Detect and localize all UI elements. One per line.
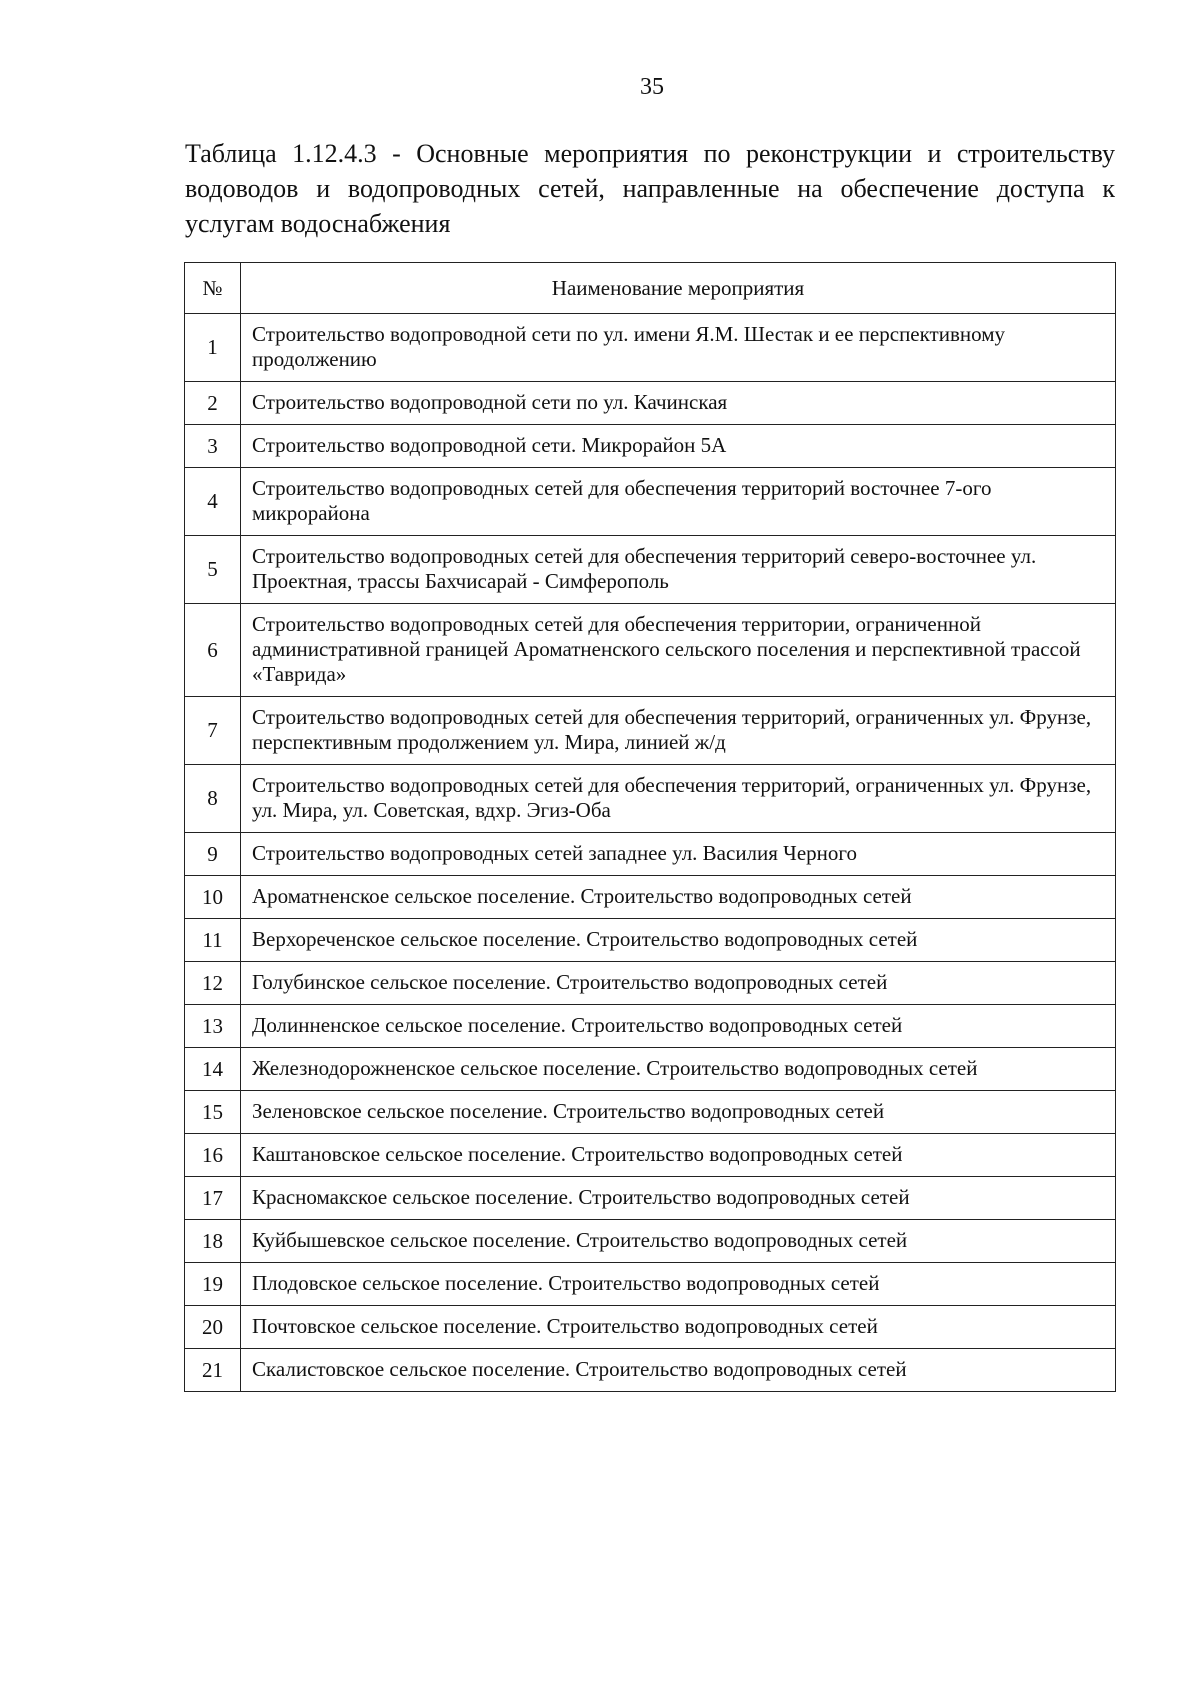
row-number: 5 — [185, 536, 241, 604]
row-number: 4 — [185, 468, 241, 536]
row-number: 18 — [185, 1220, 241, 1263]
row-number: 6 — [185, 604, 241, 697]
row-measure-name: Строительство водопроводных сетей для обеспечения территорий восточнее 7-ого микрорайона — [241, 468, 1116, 536]
row-measure-name: Почтовское сельское поселение. Строительство водопроводных сетей — [241, 1306, 1116, 1349]
table-row — [185, 604, 1116, 697]
table-row — [185, 1005, 1116, 1048]
row-number: 2 — [185, 382, 241, 425]
row-measure-name: Строительство водопроводных сетей для обеспечения территории, ограниченной административной границей Ароматненского сельского поселения и перспективной трассой «Таврида» — [241, 604, 1116, 697]
table-row — [185, 1048, 1116, 1091]
header-measure-name: Наименование мероприятия — [241, 263, 1116, 314]
row-number: 7 — [185, 697, 241, 765]
table-row — [185, 1177, 1116, 1220]
row-measure-name: Строительство водопроводных сетей для обеспечения территорий северо-восточнее ул. Проектная, трассы Бахчисарай - Симферополь — [241, 536, 1116, 604]
table-row — [185, 536, 1116, 604]
row-number: 12 — [185, 962, 241, 1005]
row-measure-name: Железнодорожненское сельское поселение. Строительство водопроводных сетей — [241, 1048, 1116, 1091]
page-number: 35 — [640, 74, 664, 100]
row-number: 17 — [185, 1177, 241, 1220]
row-measure-name: Строительство водопроводных сетей для обеспечения территорий, ограниченных ул. Фрунзе, перспективным продолжением ул. Мира, линией ж/д — [241, 697, 1116, 765]
row-measure-name: Строительство водопроводной сети по ул. имени Я.М. Шестак и ее перспективному продолжению — [241, 314, 1116, 382]
row-number: 21 — [185, 1349, 241, 1392]
row-number: 16 — [185, 1134, 241, 1177]
table-row — [185, 1306, 1116, 1349]
table-header-row — [185, 263, 1116, 314]
row-measure-name: Зеленовское сельское поселение. Строительство водопроводных сетей — [241, 1091, 1116, 1134]
row-measure-name: Голубинское сельское поселение. Строительство водопроводных сетей — [241, 962, 1116, 1005]
row-measure-name: Долинненское сельское поселение. Строительство водопроводных сетей — [241, 1005, 1116, 1048]
table-row — [185, 697, 1116, 765]
row-measure-name: Красномакское сельское поселение. Строительство водопроводных сетей — [241, 1177, 1116, 1220]
row-measure-name: Строительство водопроводных сетей западнее ул. Василия Черного — [241, 833, 1116, 876]
table-row — [185, 1220, 1116, 1263]
table-row — [185, 962, 1116, 1005]
table-caption: Таблица 1.12.4.3 - Основные мероприятия по реконструкции и строительству водоводов и водопроводных сетей, направленные на обеспечение доступа к услугам водоснабжения — [185, 139, 1115, 238]
measures-table — [184, 262, 1116, 1392]
row-number: 10 — [185, 876, 241, 919]
table-row — [185, 382, 1116, 425]
row-measure-name: Верхореченское сельское поселение. Строительство водопроводных сетей — [241, 919, 1116, 962]
row-measure-name: Строительство водопроводной сети по ул. Качинская — [241, 382, 1116, 425]
table-row — [185, 919, 1116, 962]
table-row — [185, 833, 1116, 876]
table-row — [185, 468, 1116, 536]
row-number: 3 — [185, 425, 241, 468]
row-number: 9 — [185, 833, 241, 876]
table-row — [185, 765, 1116, 833]
row-measure-name: Строительство водопроводных сетей для обеспечения территорий, ограниченных ул. Фрунзе, ул. Мира, ул. Советская, вдхр. Эгиз-Оба — [241, 765, 1116, 833]
row-number: 20 — [185, 1306, 241, 1349]
row-number: 8 — [185, 765, 241, 833]
row-number: 1 — [185, 314, 241, 382]
row-measure-name: Каштановское сельское поселение. Строительство водопроводных сетей — [241, 1134, 1116, 1177]
table-row — [185, 425, 1116, 468]
row-number: 19 — [185, 1263, 241, 1306]
table-row — [185, 1091, 1116, 1134]
table-row — [185, 1263, 1116, 1306]
row-number: 15 — [185, 1091, 241, 1134]
table-row — [185, 876, 1116, 919]
row-measure-name: Куйбышевское сельское поселение. Строительство водопроводных сетей — [241, 1220, 1116, 1263]
table-row — [185, 314, 1116, 382]
row-number: 13 — [185, 1005, 241, 1048]
row-number: 14 — [185, 1048, 241, 1091]
row-measure-name: Строительство водопроводной сети. Микрорайон 5А — [241, 425, 1116, 468]
row-measure-name: Плодовское сельское поселение. Строительство водопроводных сетей — [241, 1263, 1116, 1306]
table-body — [185, 314, 1116, 1392]
row-number: 11 — [185, 919, 241, 962]
table-row — [185, 1134, 1116, 1177]
header-number: № — [185, 263, 241, 314]
row-measure-name: Ароматненское сельское поселение. Строительство водопроводных сетей — [241, 876, 1116, 919]
table-row — [185, 1349, 1116, 1392]
row-measure-name: Скалистовское сельское поселение. Строительство водопроводных сетей — [241, 1349, 1116, 1392]
